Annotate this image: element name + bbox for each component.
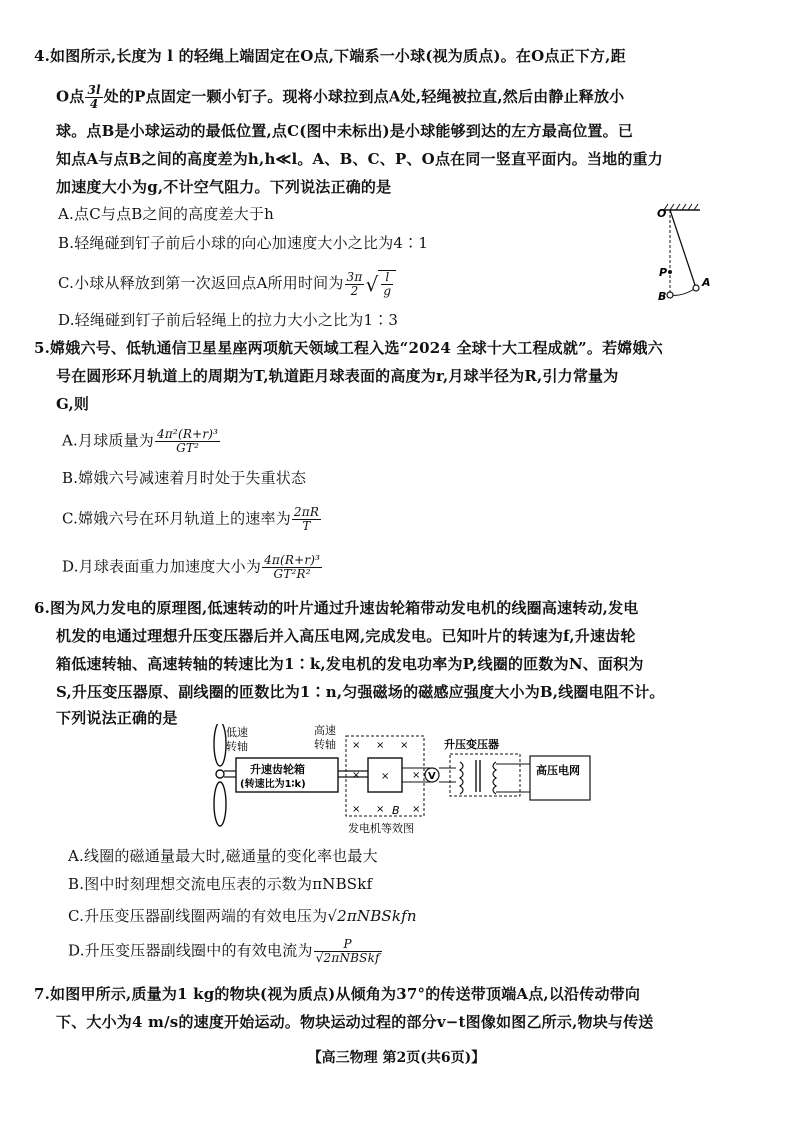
q4-option-c: C.小球从释放到第一次返回点A所用时间为 $\frac{3\pi}{2}$ √ $\frac{l}{g}$ (58, 270, 396, 298)
q5-fraction-mass: $\frac{\text{4π²(R+r)³}}{\text{GT²}}$ (157, 427, 219, 455)
transformer-label: 升压变压器 (444, 738, 499, 751)
q4-sqrt-l-over-g: √ $\frac{l}{g}$ (365, 270, 396, 298)
q6-line-1: 6.图为风力发电的原理图,低速转动的叶片通过升速齿轮箱带动发电机的线圈高速转动,发电 (34, 599, 639, 617)
pendulum-label-o: O (657, 207, 667, 220)
q5-option-c: C.嫦娥六号在环月轨道上的速率为 $\frac{2\pi R}{T}$ (62, 505, 320, 533)
q5-option-a: A.月球质量为 $\frac{\text{4π²(R+r)³}}{\text{GT²}}$ (62, 427, 219, 455)
field-cross-mark: × (352, 740, 361, 751)
q4-option-b: B.轻绳碰到钉子前后小球的向心加速度大小之比为4∶1 (58, 234, 429, 252)
q6-option-b: B.图中时刻理想交流电压表的示数为πNBSkf (68, 875, 373, 893)
q4-line-4: 知点A与点B之间的高度差为h,h≪l。A、B、C、P、O点在同一竖直平面内。当地的重力 (56, 150, 663, 168)
q4-option-d: D.轻绳碰到钉子前后轻绳上的拉力大小之比为1∶3 (58, 311, 399, 329)
gearbox-label-1: 升速齿轮箱 (250, 763, 305, 776)
pendulum-figure (648, 200, 728, 306)
field-cross-mark: × (352, 804, 361, 815)
wind-power-diagram (200, 724, 600, 844)
q4-line-5: 加速度大小为g,不计空气阻力。下列说法正确的是 (56, 178, 392, 196)
q6-option-d: D.升压变压器副线圈中的有效电流为 $\frac{P}{\text{√2πNBSkf}}$ (68, 937, 380, 965)
field-b-label: B (392, 804, 400, 817)
low-speed-label-2: 转轴 (226, 740, 248, 753)
q5-fraction-speed: $\frac{2\pi R}{T}$ (293, 505, 320, 533)
field-cross-mark: × (376, 740, 385, 751)
q6-line-3: 箱低速转轴、高速转轴的转速比为1∶k,发电机的发电功率为P,线圈的匝数为N、面积为 (56, 655, 644, 673)
low-speed-label-1: 低速 (226, 726, 248, 739)
q5-line-1: 5.嫦娥六号、低轨通信卫星星座两项航天领域工程入选“2024 全球十大工程成就”。若嫦娥六 (34, 339, 663, 357)
field-cross-mark: × (412, 804, 421, 815)
q6-option-c: C.升压变压器副线圈两端的有效电压为√2πNBSkfn (68, 907, 417, 925)
q5-line-2: 号在圆形环月轨道上的周期为T,轨道距月球表面的高度为r,月球半径为R,引力常量为 (56, 367, 619, 385)
high-speed-label-1: 高速 (314, 724, 336, 737)
q6-line-5: 下列说法正确的是 (56, 709, 178, 727)
q4-line-3: 球。点B是小球运动的最低位置,点C(图中未标出)是小球能够到达的左方最高位置。已 (56, 122, 634, 140)
grid-label: 高压电网 (536, 764, 580, 777)
q6-option-a: A.线圈的磁通量最大时,磁通量的变化率也最大 (68, 847, 378, 865)
q4-option-a: A.点C与点B之间的高度差大于h (58, 205, 274, 223)
field-cross-mark: × (381, 771, 390, 782)
q5-line-3: G,则 (56, 395, 90, 413)
q6-fraction-current: $\frac{P}{\text{√2πNBSkf}}$ (315, 937, 380, 965)
pendulum-label-p: P (659, 266, 668, 279)
generator-label: 发电机等效图 (348, 822, 414, 835)
q4-fraction-3l-4: $\frac{3l}{4}$ (87, 83, 101, 111)
field-cross-mark: × (400, 740, 409, 751)
q6-line-2: 机发的电通过理想升压变压器后并入高压电网,完成发电。已知叶片的转速为f,升速齿轮 (56, 627, 636, 645)
q4-line-2: O点 $\frac{3l}{4}$ 处的P点固定一颗小钉子。现将小球拉到点A处,轻绳被拉直,然后由静止释放小 (56, 83, 625, 111)
q5-option-b: B.嫦娥六号减速着月时处于失重状态 (62, 469, 307, 487)
q6-line-4: S,升压变压器原、副线圈的匝数比为1∶n,匀强磁场的磁感应强度大小为B,线圈电阻不计。 (56, 683, 665, 701)
high-speed-label-2: 转轴 (314, 738, 336, 751)
field-cross-mark: × (376, 804, 385, 815)
field-cross-mark: × (352, 770, 361, 781)
q7-line-2: 下、大小为4 m/s的速度开始运动。物块运动过程的部分v−t图像如图乙所示,物块与传送 (56, 1013, 654, 1031)
q7-line-1: 7.如图甲所示,质量为1 kg的物块(视为质点)从倾角为37°的传送带顶端A点,以沿传动带向 (34, 985, 641, 1003)
q4-fraction-3pi-2: $\frac{3\pi}{2}$ (346, 269, 363, 298)
gearbox-label-2: (转速比为1∶k) (240, 779, 306, 790)
page-footer: 【高三物理 第2页(共6页)】 (307, 1050, 486, 1066)
q5-option-d: D.月球表面重力加速度大小为 $\frac{\text{4π(R+r)³}}{\text{GT²R²}}$ (62, 553, 321, 581)
pendulum-label-b: B (658, 290, 667, 303)
q4-line-1: 4.如图所示,长度为 l 的轻绳上端固定在O点,下端系一小球(视为质点)。在O点正下方,距 (34, 47, 626, 65)
q5-fraction-gravity: $\frac{\text{4π(R+r)³}}{\text{GT²R²}}$ (264, 553, 321, 581)
voltmeter-label: V (428, 771, 436, 782)
field-cross-mark: × (412, 770, 421, 781)
pendulum-label-a: A (702, 276, 711, 289)
